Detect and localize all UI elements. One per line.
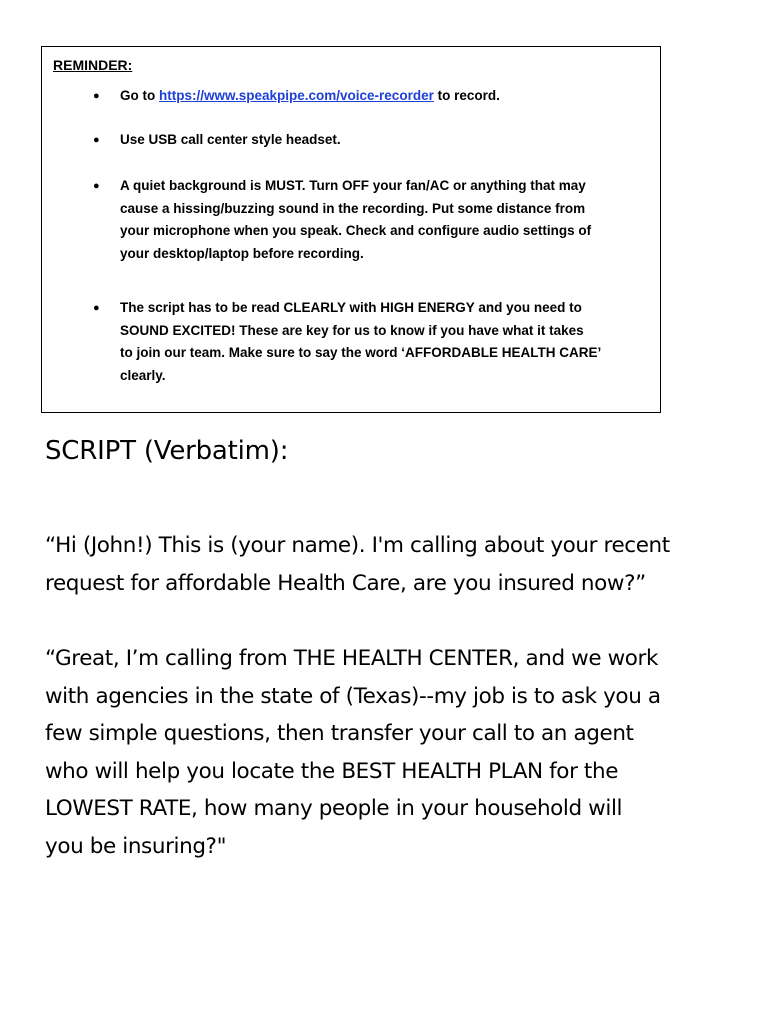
script-line: with agencies in the state of (Texas)--my job is to ask you a <box>45 683 661 709</box>
reminder-item-suffix: to record. <box>433 88 500 103</box>
script-line: few simple questions, then transfer your call to an agent <box>45 721 634 746</box>
speakpipe-link[interactable]: https://www.speakpipe.com/voice-recorder <box>159 88 434 103</box>
script-line: you be insuring?" <box>45 833 227 859</box>
script-paragraph-greeting <box>45 527 670 602</box>
reminder-item-line: clearly. <box>120 367 166 383</box>
script-line: who will help you locate the BEST HEALTH PLAN for the <box>45 758 619 784</box>
reminder-item-line: The script has to be read CLEARLY with HIGH ENERGY and you need to <box>120 300 582 315</box>
reminder-item-prefix: Go to <box>120 88 159 103</box>
reminder-item-line: cause a hissing/buzzing sound in the recording. Put some distance from <box>120 200 586 216</box>
reminder-item-line: SOUND EXCITED! These are key for us to know if you have what it takes <box>120 322 584 338</box>
reminder-item-line: to join our team. Make sure to say the word ‘AFFORDABLE HEALTH CARE’ <box>120 345 602 360</box>
reminder-item-line: A quiet background is MUST. Turn OFF your fan/AC or anything that may <box>120 178 586 193</box>
reminder-item-recorder-link <box>93 85 656 108</box>
script-paragraph-pitch <box>45 640 661 865</box>
reminder-box <box>41 46 661 413</box>
bullet-icon: ● <box>93 302 100 314</box>
reminder-item-headset <box>93 129 656 152</box>
bullet-icon: ● <box>93 134 100 146</box>
reminder-item-text: Use USB call center style headset. <box>120 132 341 147</box>
script-heading: SCRIPT (Verbatim): <box>45 436 289 466</box>
reminder-title: REMINDER: <box>53 57 133 73</box>
reminder-item-line: your microphone when you speak. Check and configure audio settings of <box>120 223 592 238</box>
reminder-item-line: your desktop/laptop before recording. <box>120 245 364 261</box>
bullet-icon: ● <box>93 180 100 192</box>
reminder-item-quiet-background <box>93 175 656 265</box>
script-line: LOWEST RATE, how many people in your household will <box>45 796 623 821</box>
bullet-icon: ● <box>93 90 100 102</box>
script-line: “Hi (John!) This is (your name). I'm calling about your recent <box>45 533 670 558</box>
script-line: request for affordable Health Care, are you insured now?” <box>45 570 646 596</box>
reminder-item-script-energy <box>93 297 656 387</box>
script-line: “Great, I’m calling from THE HEALTH CENTER, and we work <box>45 646 659 671</box>
